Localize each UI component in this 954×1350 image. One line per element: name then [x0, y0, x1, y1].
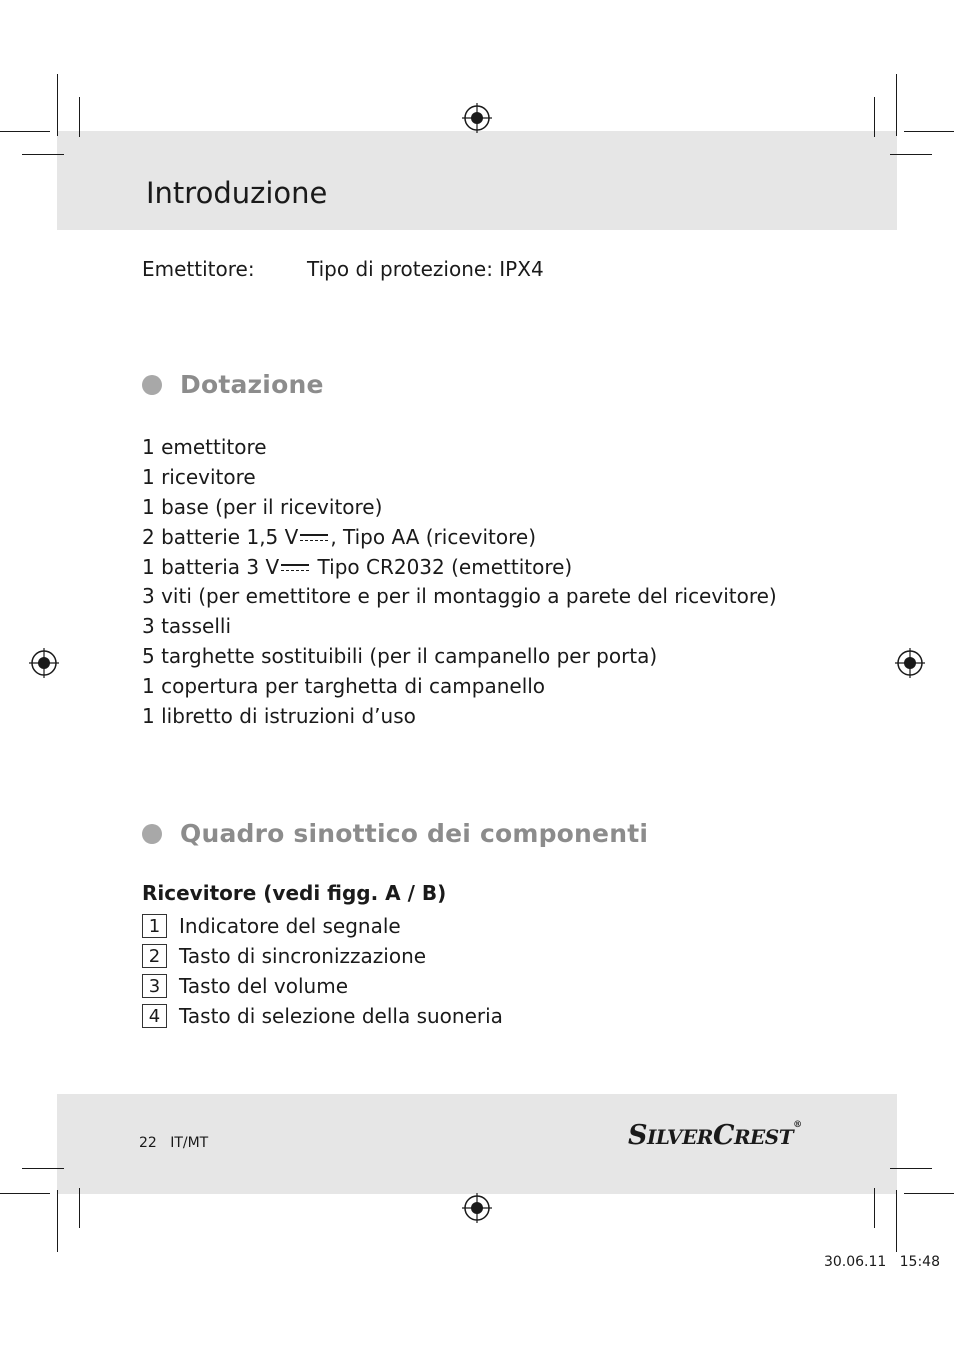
item-label: Tasto di selezione della suoneria: [179, 1004, 503, 1028]
list-item: [142, 525, 777, 555]
list-item: 1 copertura per targhetta di campanello: [142, 674, 546, 699]
bullet-icon: [142, 375, 162, 395]
section-title: Quadro sinottico dei componenti: [180, 819, 649, 848]
registration-mark-icon: [29, 648, 59, 678]
print-stamp: [824, 1254, 940, 1270]
crop-mark: [79, 97, 80, 137]
crop-mark: [904, 131, 954, 132]
list-item-text: , Tipo AA (ricevitore): [330, 524, 536, 549]
list-item-text: 1 batteria 3 V: [142, 554, 280, 579]
crop-mark: [0, 131, 50, 132]
list-item: 3 viti (per emettitore e per il montaggio a parete del ricevitore): [142, 584, 777, 609]
crop-mark: [896, 74, 897, 136]
list-item: 1 emettitore: [142, 435, 267, 459]
bullet-icon: [142, 824, 162, 844]
list-item: [142, 1001, 503, 1031]
registered-mark: ®: [793, 1120, 802, 1130]
list-item: 5 targhette sostituibili (per il campanello per porta): [142, 644, 658, 669]
item-number: 1: [142, 914, 167, 938]
intro-label: Emettitore:: [142, 257, 255, 281]
intro-value: Tipo di protezione: IPX4: [307, 257, 544, 281]
section-heading-contents: [142, 370, 324, 399]
contents-list: [142, 435, 777, 734]
crop-mark: [57, 74, 58, 136]
crop-mark: [79, 1188, 80, 1228]
item-label: Tasto del volume: [179, 974, 349, 998]
list-item: 1 base (per il ricevitore): [142, 494, 383, 519]
crop-mark: [890, 154, 932, 155]
dc-symbol-icon: [300, 532, 328, 544]
list-item: 1 ricevitore: [142, 464, 256, 489]
print-time: 15:48: [899, 1254, 940, 1270]
brand-logo: [628, 1120, 802, 1151]
item-label: Indicatore del segnale: [179, 914, 401, 938]
logo-part: ILVER: [647, 1125, 713, 1149]
item-label: Tasto di sincronizzazione: [179, 944, 427, 968]
logo-part: REST: [733, 1125, 794, 1149]
print-date: 30.06.11: [823, 1254, 887, 1270]
registration-mark-icon: [462, 103, 492, 133]
crop-mark: [57, 1190, 58, 1252]
crop-mark: [904, 1193, 954, 1194]
page-number: [139, 1135, 208, 1151]
page-title: Introduzione: [146, 176, 328, 210]
registration-mark-icon: [462, 1193, 492, 1223]
list-item: [142, 941, 503, 971]
dc-symbol-icon: [281, 562, 309, 574]
sub-heading: Ricevitore (vedi figg. A / B): [142, 881, 447, 905]
list-item: 3 tasselli: [142, 614, 231, 639]
item-number: 2: [142, 944, 167, 968]
crop-mark: [896, 1190, 897, 1252]
list-item-text: 2 batterie 1,5 V: [142, 524, 299, 549]
language-code: IT/MT: [170, 1135, 209, 1151]
list-item: [142, 555, 777, 585]
section-heading-components: [142, 819, 648, 848]
list-item-text: Tipo CR2032 (emettitore): [311, 554, 573, 579]
registration-mark-icon: [895, 648, 925, 678]
item-number: 4: [142, 1004, 167, 1028]
item-number: 3: [142, 974, 167, 998]
crop-mark: [890, 1168, 932, 1169]
crop-mark: [22, 154, 64, 155]
list-item: [142, 911, 503, 941]
list-item: 1 libretto di istruzioni d’uso: [142, 704, 416, 729]
section-title: Dotazione: [180, 370, 324, 399]
list-item: [142, 971, 503, 1001]
logo-part: C: [712, 1120, 734, 1151]
crop-mark: [874, 97, 875, 137]
crop-mark: [22, 1168, 64, 1169]
crop-mark: [874, 1188, 875, 1228]
page-number-value: 22: [139, 1135, 157, 1151]
components-list: [142, 911, 503, 1031]
crop-mark: [0, 1193, 50, 1194]
logo-part: S: [628, 1120, 647, 1151]
